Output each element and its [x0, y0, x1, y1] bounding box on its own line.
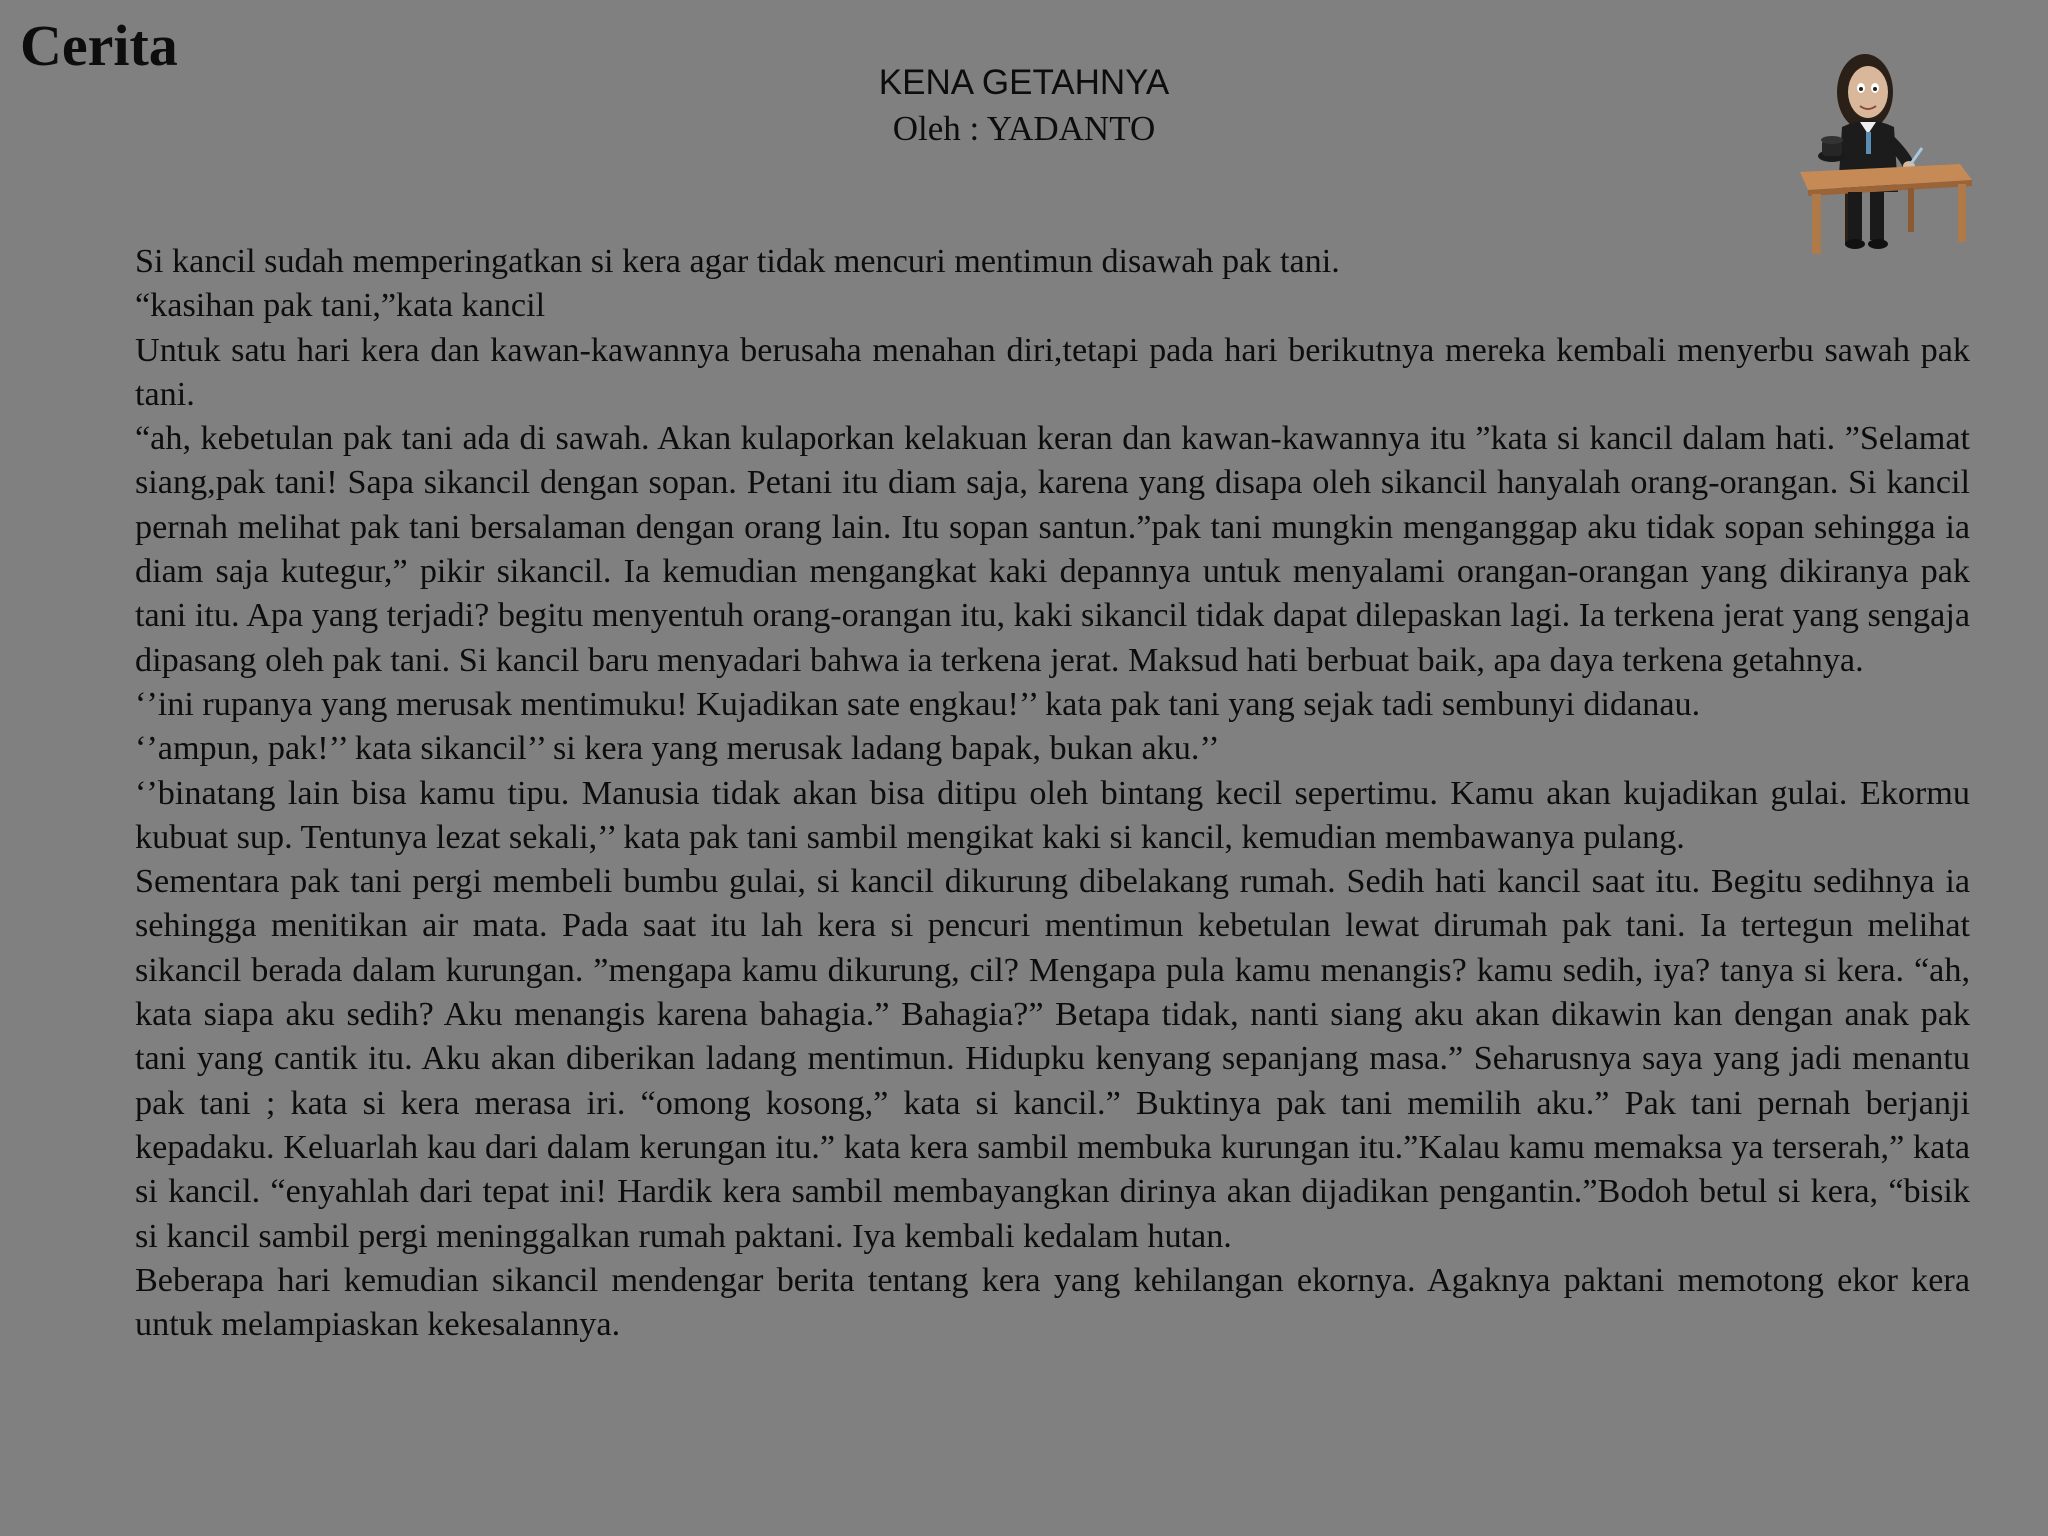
story-paragraph: Sementara pak tani pergi membeli bumbu gulai, si kancil dikurung dibelakang rumah. Sedih hati kancil saat itu. Begitu sedihnya ia sehingga menitikan air mata. Pada saat itu lah kera si pencuri mentimun kebetulan lewat dirumah pak tani. Ia tertegun melihat sikancil berada dalam kurungan. ”mengapa kamu dikurung, cil? Mengapa pula kamu menangis? kamu sedih, iya? tanya si kera. “ah, kata siapa aku sedih? Aku menangis karena bahagia.” Bahagia?” Betapa tidak, nanti siang aku akan dikawin kan dengan anak pak tani yang cantik itu. Aku akan diberikan ladang mentimun. Hidupku kenyang sepanjang masa.” Seharusnya saya yang jadi menantu pak tani ; kata si kera merasa iri. “omong kosong,” kata si kancil.” Buktinya pak tani memilih aku.” Pak tani pernah berjanji kepadaku. Keluarlah kau dari dalam kerungan itu.” kata kera sambil membuka kurungan itu.”Kalau kamu memaksa ya terserah,” kata si kancil. “enyahlah dari tepat ini! Hardik kera sambil membayangkan dirinya akan dijadikan pengantin.”Bodoh betul si kera, “bisik si kancil sambil pergi meninggalkan rumah paktani. Iya kembali kedalam hutan. — [135, 863, 1970, 1255]
story-paragraph: ‘’binatang lain bisa kamu tipu. Manusia tidak akan bisa ditipu oleh bintang kecil sepertimu. Kamu akan kujadikan gulai. Ekormu kubuat sup. Tentunya lezat sekali,’’ kata pak tani sambil mengikat kaki si kancil, kemudian membawanya pulang. — [135, 774, 1970, 856]
story-paragraph: Beberapa hari kemudian sikancil mendengar berita tentang kera yang kehilangan ekornya. Agaknya paktani memotong ekor kera untuk melampiaskan kekesalannya. — [135, 1261, 1970, 1344]
writer-at-desk-icon — [1790, 52, 1975, 257]
story-paragraph: Si kancil sudah memperingatkan si kera agar tidak mencuri mentimun disawah pak tani. — [135, 243, 1340, 280]
story-paragraph: ‘’ampun, pak!’’ kata sikancil’’ si kera yang merusak ladang bapak, bukan aku.’’ — [135, 730, 1220, 768]
story-paragraph: “ah, kebetulan pak tani ada di sawah. Akan kulaporkan kelakuan keran dan kawan-kawannya itu ”kata si kancil dalam hati. ”Selamat siang,pak tani! Sapa sikancil dengan sopan. Petani itu diam saja, karena yang disapa oleh sikancil hanyalah orang-orangan. Si kancil pernah melihat pak tani bersalaman dengan orang lain. Itu sopan santun.”pak tani mungkin menganggap aku tidak sopan sehingga ia diam saja kutegur,” pikir sikancil. Ia kemudian mengangkat kaki depannya untuk menyalami orangan-orangan yang dikiranya pak tani itu. Apa yang terjadi? begitu menyentuh orang-orangan itu, kaki sikancil tidak dapat dilepaskan lagi. Ia terkena jerat yang sengaja dipasang oleh pak tani. Si kancil baru menyadari bahwa ia terkena jerat. Maksud hati berbuat baik, apa daya terkena getahnya. — [135, 420, 1970, 679]
story-title: KENA GETAHNYA — [878, 63, 1170, 102]
story-paragraph: Untuk satu hari kera dan kawan-kawannya berusaha menahan diri,tetapi pada hari berikutnya mereka kembali menyerbu sawah pak tani. — [135, 331, 1970, 413]
story-paragraph: “kasihan pak tani,”kata kancil — [135, 287, 546, 325]
story-author: Oleh : YADANTO — [892, 109, 1156, 148]
story-paragraph: ‘’ini rupanya yang merusak mentimuku! Kujadikan sate engkau!’’ kata pak tani yang sejak tadi sembunyi didanau. — [135, 685, 1701, 723]
story-body — [135, 240, 1970, 1347]
slide-label: Cerita — [20, 13, 178, 78]
